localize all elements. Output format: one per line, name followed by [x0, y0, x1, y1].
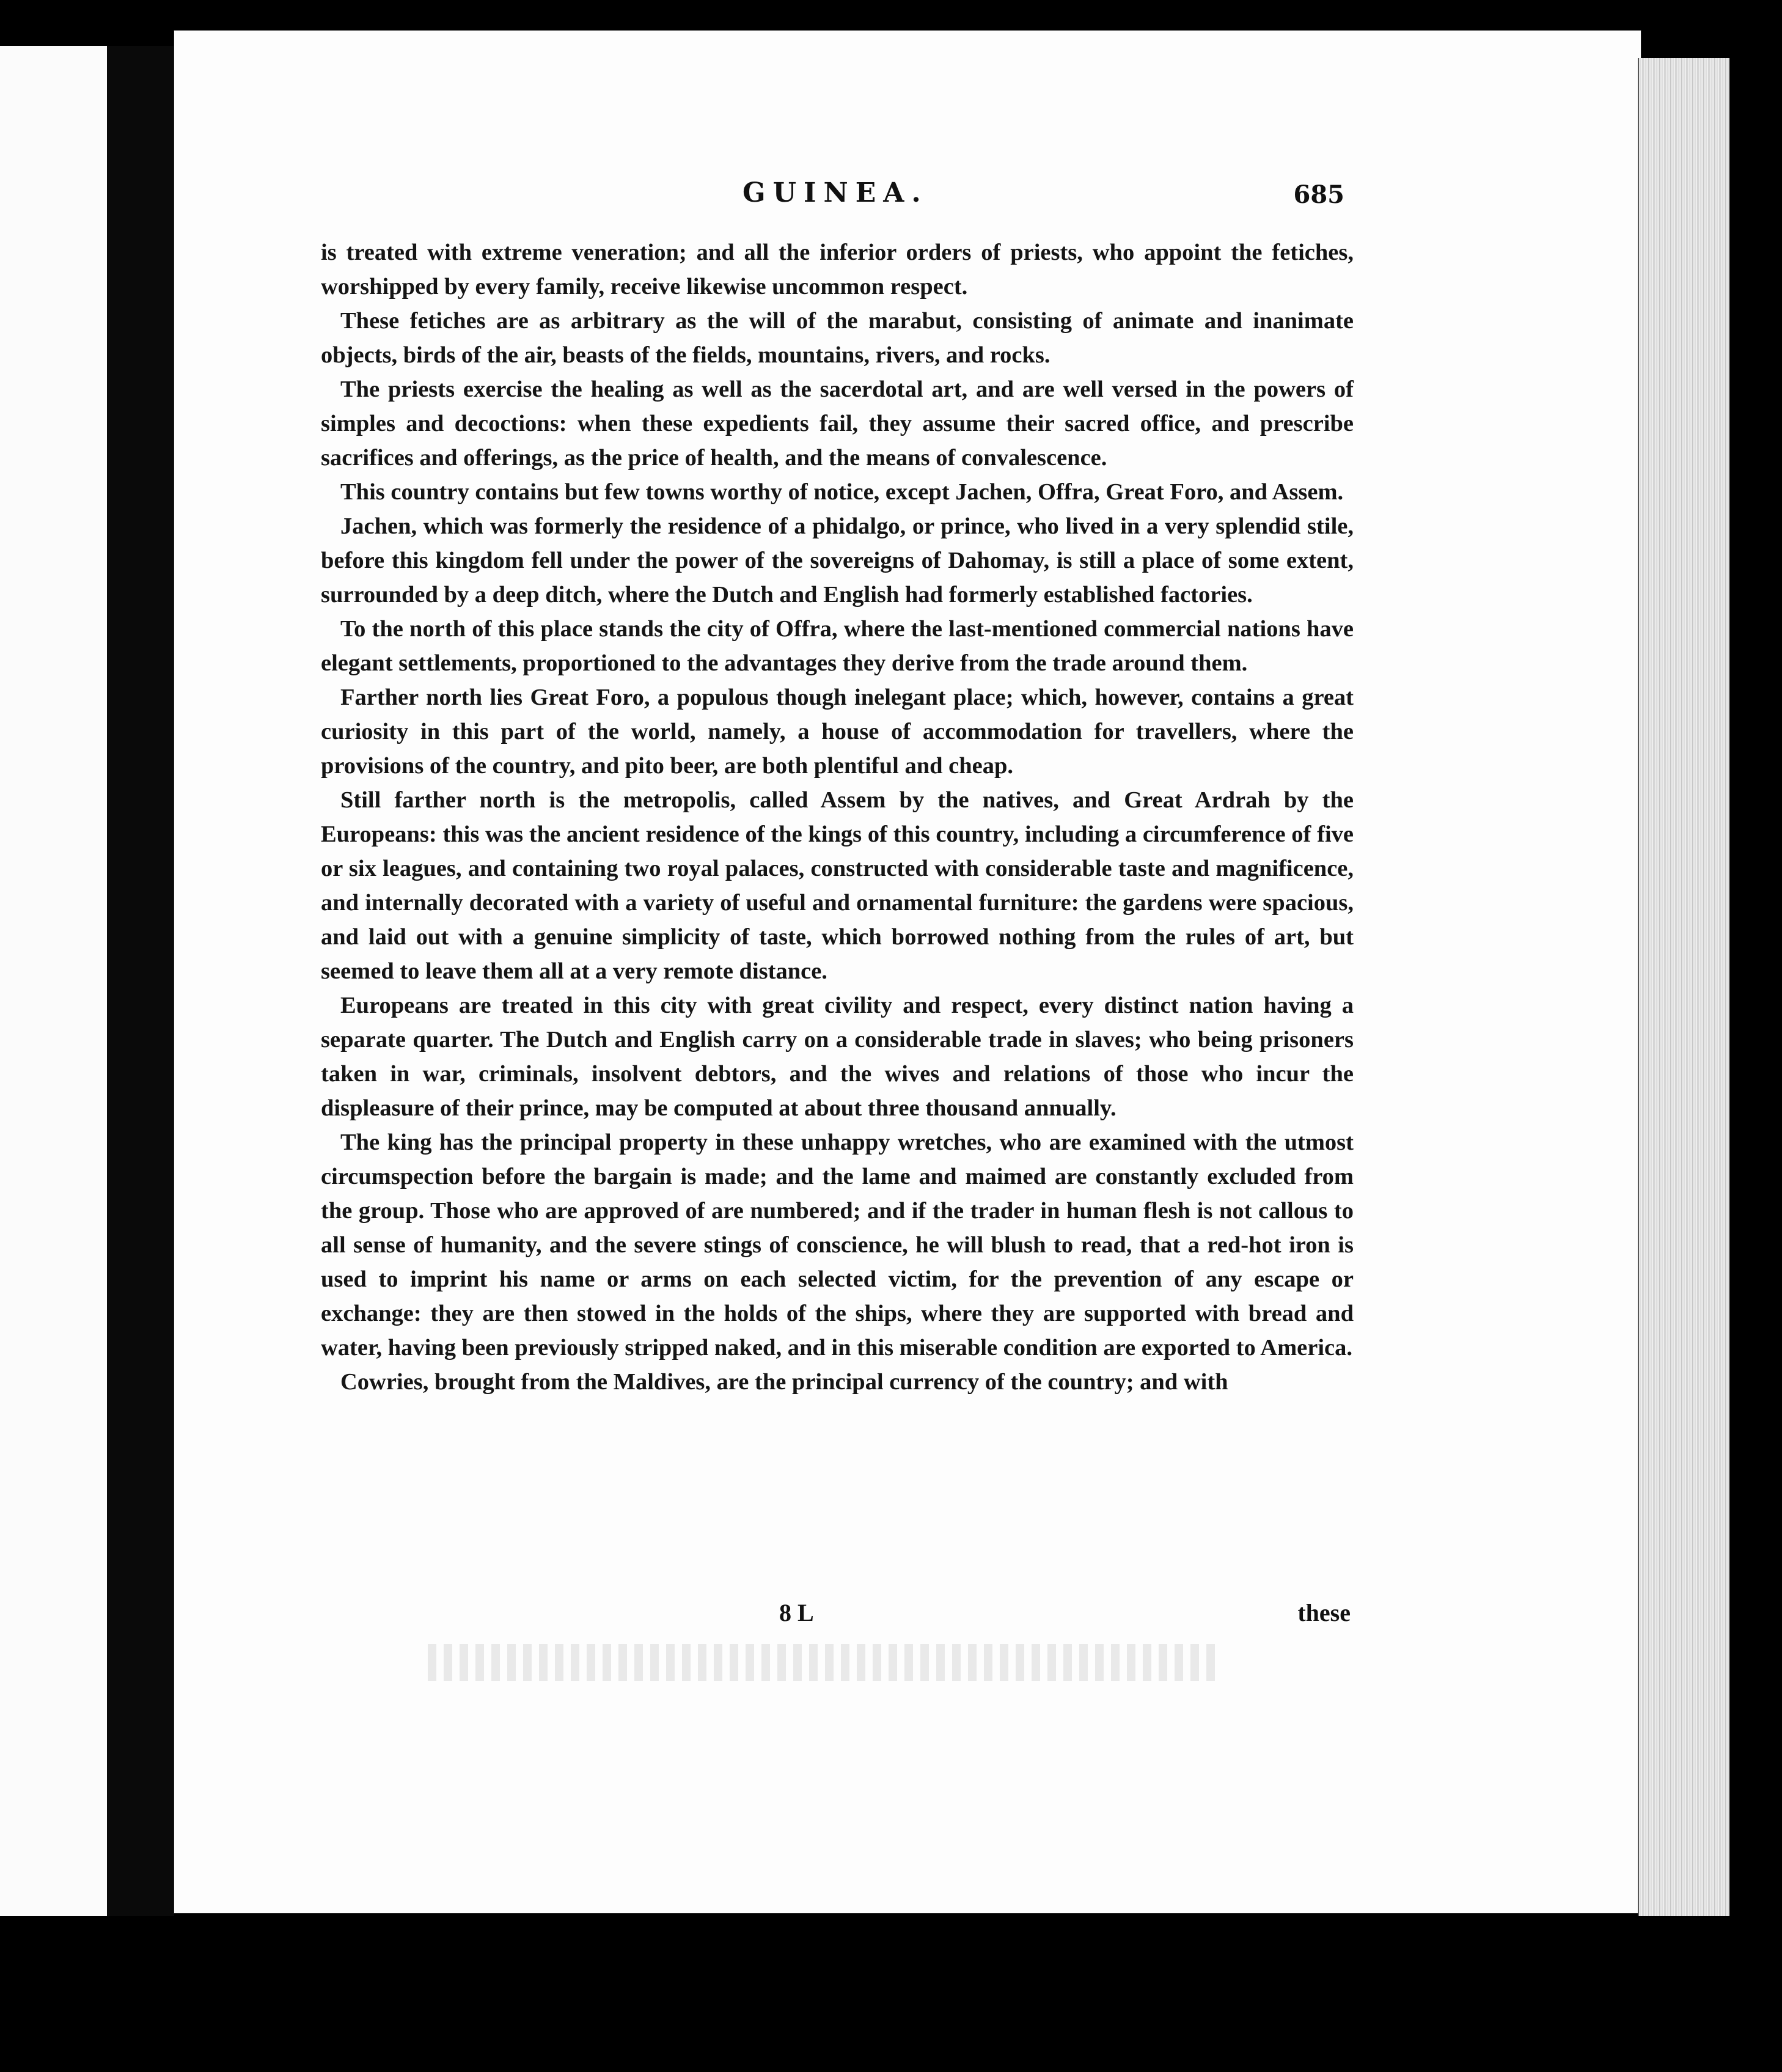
catchword: these [1297, 1599, 1351, 1626]
paragraph: Europeans are treated in this city with great civility and respect, every distinct nation having a separate quarter. The Dutch and English carry on a considerable trade in slaves; who being prisoners taken in war, criminals, insolvent debtors, and the wives and relations of those who incur the displeasure of their prince, may be computed at about three thousand annually. [321, 993, 1354, 1121]
running-head [318, 174, 1344, 223]
paragraph: is treated with extreme veneration; and all the inferior orders of priests, who appoint the fetiches, worshipped by every family, receive likewise uncommon respect. [321, 240, 1354, 299]
scan-border [1729, 58, 1782, 1916]
body-text [321, 235, 1354, 1399]
book-gutter [107, 46, 174, 1916]
facing-page-edge [0, 46, 107, 1916]
paragraph: This country contains but few towns worthy of notice, except Jachen, Offra, Great Foro, and Assem. [340, 479, 1344, 505]
paragraph: To the north of this place stands the city of Offra, where the last-mentioned commercial nations have elegant settlements, proportioned to the advantages they derive from the trade around them. [321, 616, 1354, 676]
page-number: 685 [1293, 180, 1344, 209]
paragraph: The priests exercise the healing as well as the sacerdotal art, and are well versed in the powers of simples and decoctions: when these expedients fail, they assume their sacred office, and prescribe sacrifices and offerings, as the price of health, and the means of convalescence. [321, 377, 1354, 471]
show-through-text [428, 1644, 1222, 1681]
page-footer [318, 1598, 1351, 1635]
paragraph: Jachen, which was formerly the residence of a phidalgo, or prince, who lived in a very splendid stile, before this kingdom fell under the power of the sovereigns of Dahomay, is still a place of some extent, surrounded by a deep ditch, where the Dutch and English had formerly established factories. [321, 513, 1354, 608]
paragraph: Still farther north is the metropolis, called Assem by the natives, and Great Ardrah by the Europeans: this was the ancient residence of the kings of this country, including a circumference of five or six leagues, and containing two royal palaces, constructed with considerable taste and magnificence, and internally decorated with a variety of useful and ornamental furniture: the gardens were spacious, and laid out with a genuine simplicity of taste, which borrowed nothing from the rules of art, but seemed to leave them all at a very remote distance. [321, 787, 1354, 984]
running-title: GUINEA. [743, 177, 928, 208]
paragraph: The king has the principal property in these unhappy wretches, who are examined with the utmost circumspection before the bargain is made; and the lame and maimed are constantly excluded from the group. Those who are approved of are numbered; and if the trader in human flesh is not callous to all sense of humanity, and the severe stings of conscience, he will blush to read, that a red-hot iron is used to imprint his name or arms on each selected victim, for the prevention of any escape or exchange: they are then stowed in the holds of the ships, where they are supported with bread and water, having been previously stripped naked, and in this miserable condition are exported to America. [321, 1130, 1354, 1361]
paragraph: Cowries, brought from the Maldives, are the principal currency of the country; and with [340, 1369, 1228, 1395]
signature-mark: 8 L [779, 1599, 814, 1626]
page-fore-edge [1638, 58, 1731, 1916]
paragraph: These fetiches are as arbitrary as the will of the marabut, consisting of animate and inanimate objects, birds of the air, beasts of the fields, mountains, rivers, and rocks. [321, 308, 1354, 368]
paragraph: Farther north lies Great Foro, a populous though inelegant place; which, however, contains a great curiosity in this part of the world, namely, a house of accommodation for travellers, where the provisions of the country, and pito beer, are both plentiful and cheap. [321, 685, 1354, 779]
